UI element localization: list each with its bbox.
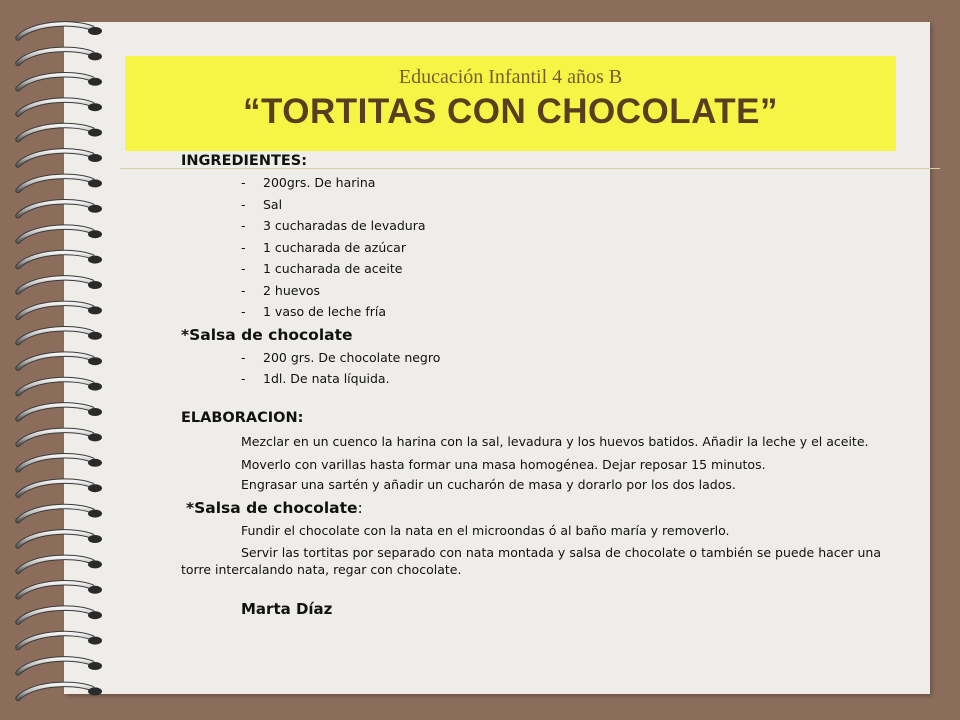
recipe-content — [181, 150, 881, 618]
sauce-heading: *Salsa de chocolate — [181, 325, 353, 344]
list-item: - 200grs. De harina — [241, 175, 376, 190]
elaboration-step: Mezclar en un cuenco la harina con la sal, levadura y los huevos batidos. Añadir la leche y el aceite. — [241, 433, 869, 449]
list-item: - 1 cucharada de aceite — [241, 261, 403, 276]
list-item: - 1 vaso de leche fría — [241, 304, 387, 319]
ingredients-list — [181, 172, 881, 323]
list-item: - 3 cucharadas de levadura — [241, 218, 426, 233]
ingredients-heading: INGREDIENTES: — [181, 153, 308, 169]
sauce-list — [181, 347, 881, 390]
spiral-binding-icon — [0, 0, 120, 720]
list-item: - 1dl. De nata líquida. — [241, 371, 390, 386]
list-item: - Sal — [241, 196, 283, 212]
author-signature: Marta Díaz — [241, 599, 333, 618]
list-item: - 200 grs. De chocolate negro — [241, 349, 441, 365]
page-title: “TORTITAS CON CHOCOLATE” — [242, 92, 779, 131]
page-subtitle: Educación Infantil 4 años B — [398, 66, 623, 88]
title-banner — [125, 56, 896, 151]
sauce-step: Fundir el chocolate con la nata en el microondas ó al baño maría y removerlo. — [241, 522, 730, 538]
elaboration-step: Moverlo con varillas hasta formar una masa homogénea. Dejar reposar 15 minutos. — [241, 456, 766, 472]
sauce-elaboration-heading: *Salsa de chocolate: — [186, 498, 363, 517]
list-item: - 2 huevos — [241, 282, 321, 298]
list-item: - 1 cucharada de azúcar — [241, 239, 406, 255]
elaboration-heading: ELABORACION: — [181, 409, 304, 426]
sauce-step: Servir las tortitas por separado con nata montada y salsa de chocolate o también se puede hacer una torre intercalando nata, regar con chocolate. — [181, 544, 881, 577]
elaboration-step: Engrasar una sartén y añadir un cucharón de masa y dorarlo por los dos lados. — [241, 476, 736, 492]
